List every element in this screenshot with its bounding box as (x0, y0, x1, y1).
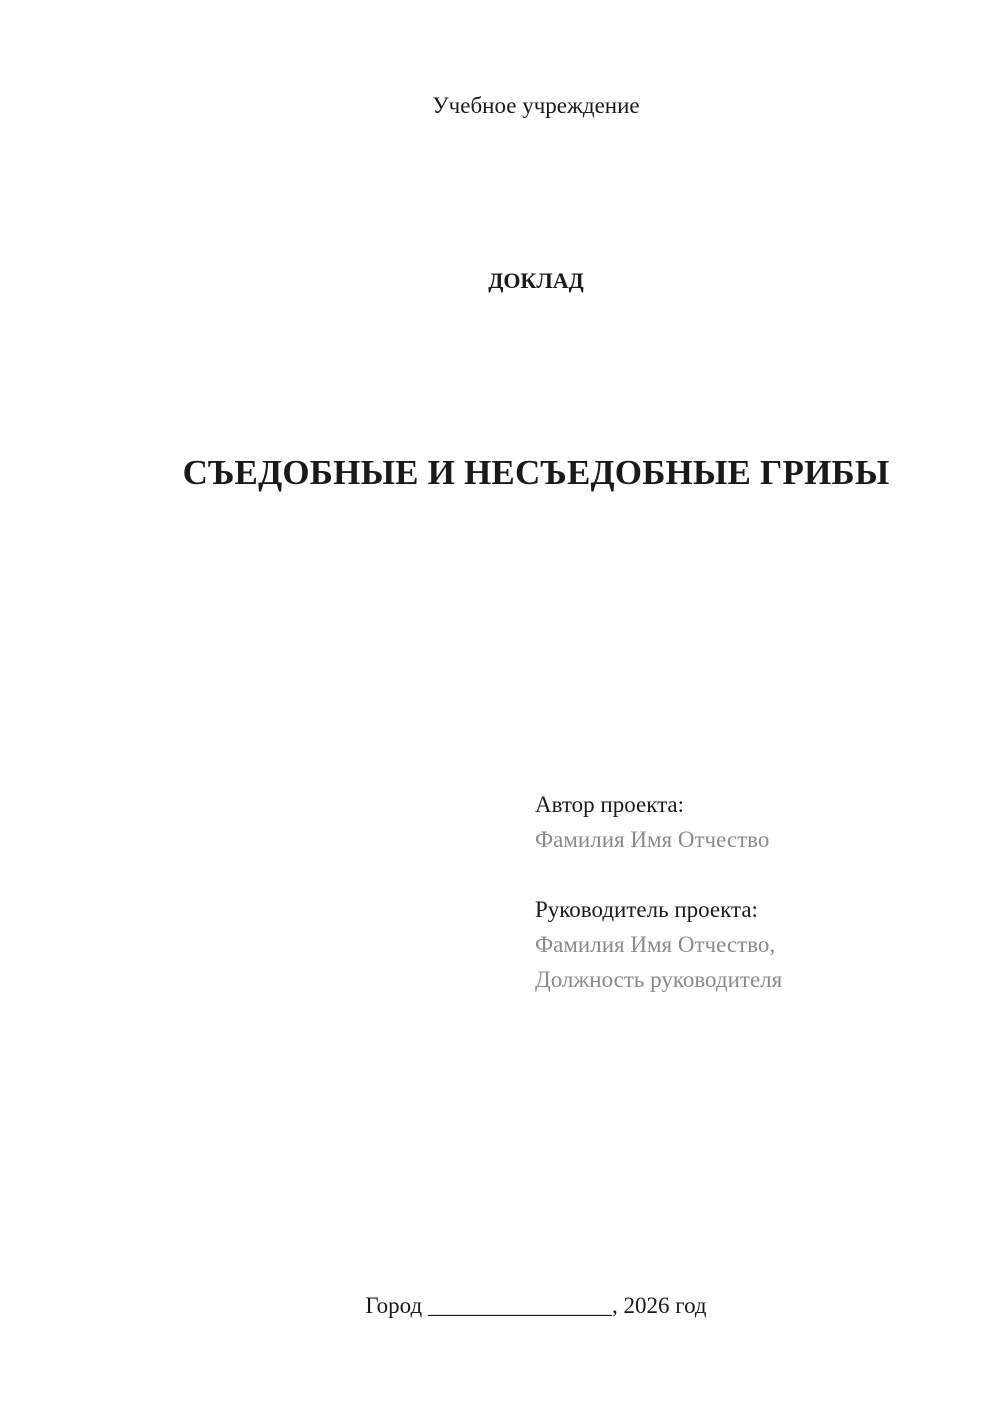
author-label: Автор проекта: (535, 792, 684, 817)
city-year-line: Город ________________, 2026 год (365, 1293, 707, 1318)
document-title: СЪЕДОБНЫЕ И НЕСЪЕДОБНЫЕ ГРИБЫ (182, 453, 890, 492)
author-name-placeholder: Фамилия Имя Отчество (535, 827, 770, 852)
supervisor-position-placeholder: Должность руководителя (535, 967, 783, 992)
info-spacer (535, 857, 975, 892)
supervisor-label: Руководитель проекта: (535, 897, 758, 922)
supervisor-name-placeholder: Фамилия Имя Отчество, (535, 932, 776, 957)
institution-name: Учебное учреждение (432, 93, 640, 118)
document-type: ДОКЛАД (488, 268, 584, 293)
project-info-block (535, 787, 975, 997)
